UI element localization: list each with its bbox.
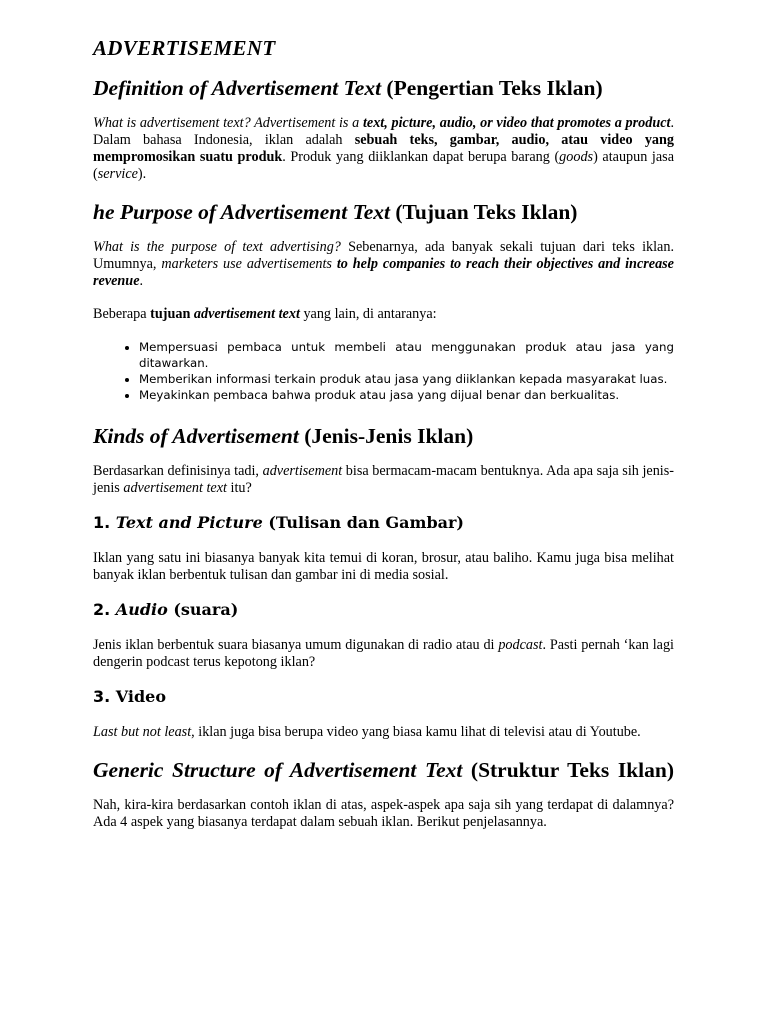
subheading-video: [93, 687, 674, 706]
heading-definition-en: Definition of Advertisement Text: [93, 76, 382, 100]
text-run: Beberapa: [93, 306, 151, 322]
list-item: • Mempersuasi pembaca untuk membeli atau menggunakan produk atau jasa yang ditawarkan.: [139, 339, 674, 371]
text-run: ).: [137, 166, 147, 182]
subheading-number: 2.: [93, 600, 116, 619]
text-run: Berdasarkan definisinya tadi,: [93, 463, 263, 479]
text-italic: marketers use advertisements: [161, 256, 332, 272]
document-title: ADVERTISEMENT: [93, 36, 276, 60]
paragraph-purpose-intro: [93, 306, 674, 323]
heading-structure-en: Generic Structure of Advertisement Text: [93, 758, 463, 782]
text-run: ) ataupun jasa (: [93, 149, 674, 182]
heading-definition-id: (Pengertian Teks Iklan): [381, 76, 603, 100]
subheading-text-and-picture: [93, 513, 674, 532]
subheading-en: Audio: [115, 600, 168, 619]
heading-purpose-id: (Tujuan Teks Iklan): [390, 200, 578, 224]
text-italic: What is advertisement text? Advertisement is a: [93, 115, 363, 131]
heading-definition: [93, 75, 674, 101]
subheading-id: (suara): [167, 600, 239, 619]
text-run: Sebenarnya, ada banyak sekali tujuan dari teks iklan. Umumnya,: [93, 239, 674, 272]
subheading-en: Text and Picture: [115, 513, 263, 532]
paragraph-structure: Nah, kira-kira berdasarkan contoh iklan di atas, aspek-aspek apa saja sih yang terdapat di dalamnya? Ada 4 aspek yang biasanya terdapat dalam sebuah iklan. Berikut penjelasannya.: [93, 797, 674, 830]
heading-kinds-en: Kinds of Advertisement: [93, 424, 299, 448]
subheading-audio: [93, 600, 674, 619]
paragraph-definition: [93, 115, 674, 183]
text-italic: goods: [559, 149, 594, 165]
text-run: . Pasti pernah ‘kan lagi dengerin podcast terus kepotong iklan?: [93, 637, 674, 670]
text-italic: Last but not least: [93, 724, 192, 740]
paragraph-video: [93, 724, 674, 741]
list-item: • Memberikan informasi terkain produk atau jasa yang diiklankan kepada masyarakat luas.: [139, 371, 674, 387]
text-italic: service: [97, 166, 138, 182]
text-bold-italic: text, picture, audio, or video that promotes a product: [362, 115, 671, 131]
text-bold: tujuan: [150, 306, 191, 322]
subheading-title: Video: [115, 687, 167, 706]
text-italic: podcast: [498, 637, 543, 653]
heading-purpose-en: he Purpose of Advertisement Text: [93, 200, 391, 224]
purpose-list: [93, 339, 674, 403]
text-run: itu?: [226, 480, 252, 496]
text-run: bisa bermacam-macam bentuknya. Ada apa saja sih jenis-jenis: [93, 463, 674, 496]
text-run: Jenis iklan berbentuk suara biasanya umum digunakan di radio atau di: [93, 637, 499, 653]
text-run: . Dalam bahasa Indonesia, iklan adalah: [93, 115, 674, 148]
paragraph-audio: [93, 637, 674, 671]
text-run: , iklan juga bisa berupa video yang biasa kamu lihat di televisi atau di Youtube.: [191, 724, 641, 740]
heading-purpose: [93, 199, 674, 225]
list-item: • Meyakinkan pembaca bahwa produk atau jasa yang dijual benar dan berkualitas.: [139, 387, 674, 403]
text-italic: What is the purpose of text advertising?: [93, 239, 341, 255]
text-bold-italic: advertisement text: [193, 306, 300, 322]
text-run: .: [139, 273, 144, 289]
text-run: . Produk yang diiklankan dapat berupa barang (: [282, 149, 560, 165]
subheading-number: 1.: [93, 513, 116, 532]
text-italic: advertisement: [262, 463, 343, 479]
paragraph-kinds: [93, 463, 674, 497]
subheading-number: 3.: [93, 687, 116, 706]
text-bold-italic: to help companies to reach their objectives and increase revenue: [93, 256, 674, 289]
subheading-id: (Tulisan dan Gambar): [262, 513, 464, 532]
heading-kinds: [93, 423, 674, 449]
text-bold: sebuah teks, gambar, audio, atau video yang mempromosikan suatu produk: [93, 132, 675, 165]
text-italic: advertisement text: [123, 480, 227, 496]
paragraph-purpose: [93, 239, 674, 290]
paragraph-text-and-picture: Iklan yang satu ini biasanya banyak kita temui di koran, brosur, atau baliho. Kamu juga bisa melihat banyak iklan berbentuk tulisan dan gambar ini di media sosial.: [93, 550, 674, 583]
heading-kinds-id: (Jenis-Jenis Iklan): [298, 424, 474, 448]
heading-structure: [93, 757, 674, 783]
text-run: yang lain, di antaranya:: [299, 306, 437, 322]
heading-structure-id: (Struktur Teks Iklan): [462, 758, 674, 782]
